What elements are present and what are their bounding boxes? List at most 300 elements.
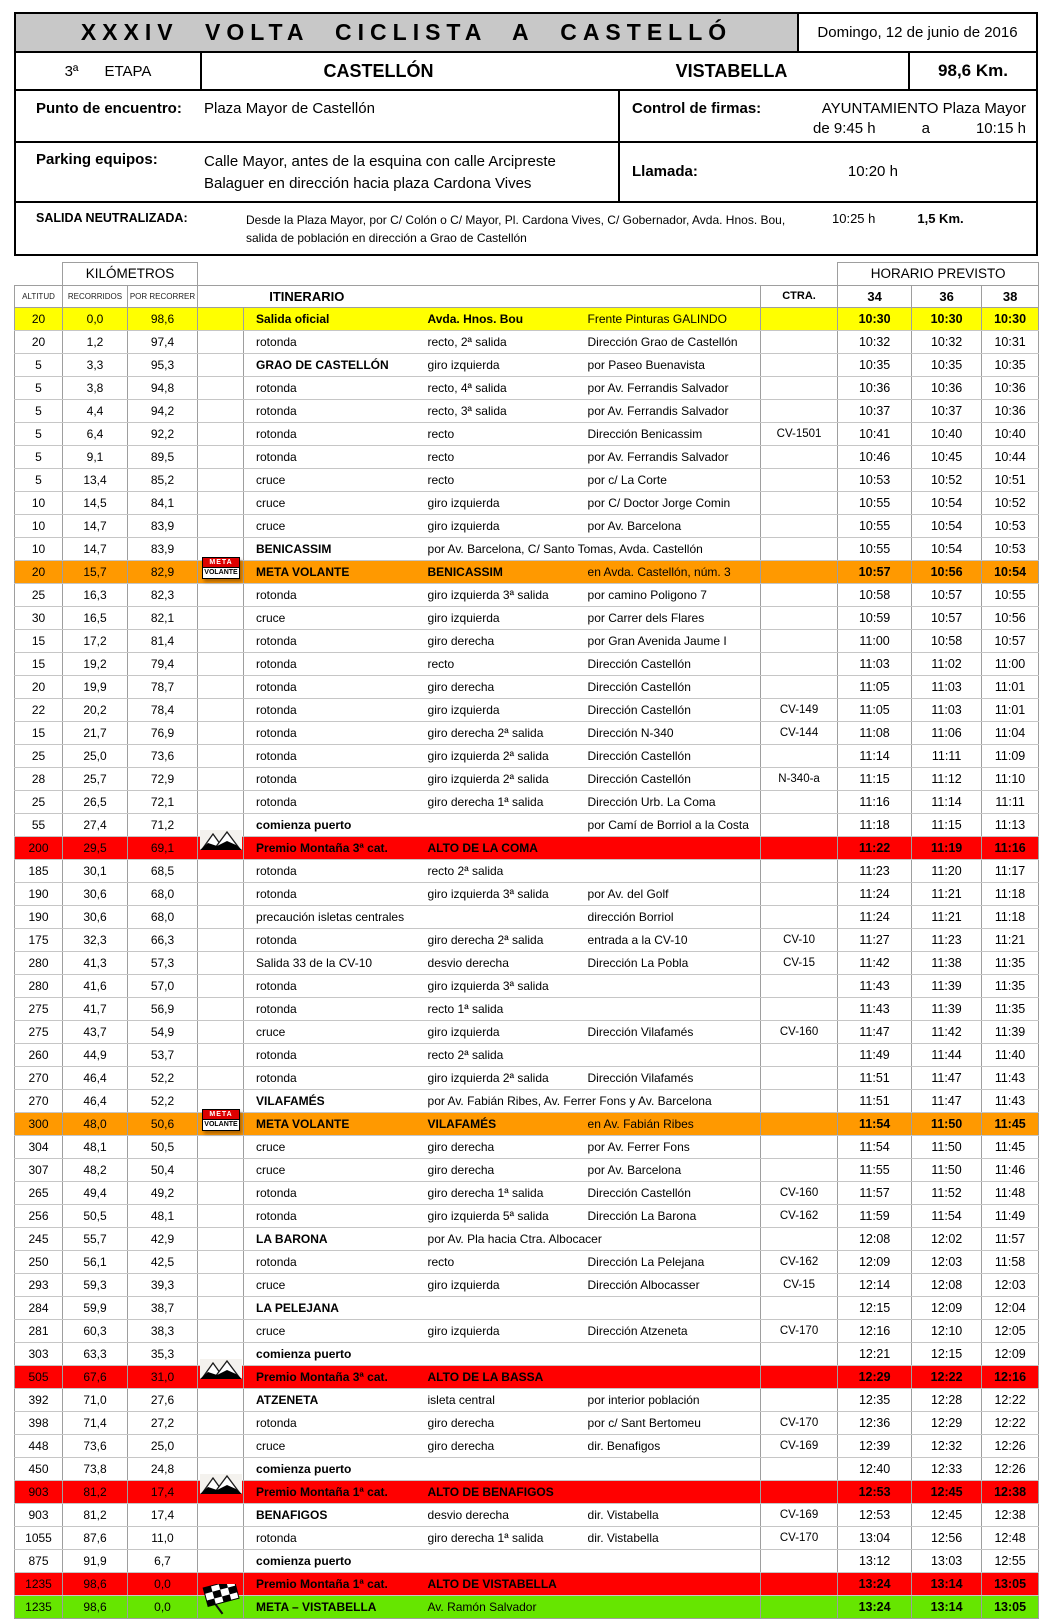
time-36kmh-cell: 10:54 bbox=[912, 491, 982, 514]
table-row bbox=[15, 1365, 1039, 1388]
road-number-cell bbox=[761, 652, 838, 675]
table-row bbox=[15, 376, 1039, 399]
altitude-cell: 10 bbox=[15, 491, 63, 514]
road-number-cell: CV-170 bbox=[761, 1319, 838, 1342]
table-row bbox=[15, 1135, 1039, 1158]
altitude-cell: 293 bbox=[15, 1273, 63, 1296]
km-remaining-cell: 69,1 bbox=[128, 836, 198, 859]
altitude-cell: 398 bbox=[15, 1411, 63, 1434]
time-36kmh-cell: 11:23 bbox=[912, 928, 982, 951]
itinerary-detail-cell: en Av. Fabián Ribes bbox=[576, 1112, 761, 1135]
time-36kmh-cell: 10:57 bbox=[912, 606, 982, 629]
road-number-cell bbox=[761, 675, 838, 698]
icon-cell bbox=[198, 1480, 244, 1503]
itinerary-point-cell: comienza puerto bbox=[244, 813, 416, 836]
itinerary-action-cell: desvio derecha bbox=[416, 951, 576, 974]
km-covered-cell: 25,0 bbox=[63, 744, 128, 767]
time-36kmh-cell: 11:20 bbox=[912, 859, 982, 882]
meta-volante-icon-bottom-label: VOLANTE bbox=[204, 1120, 238, 1128]
road-number-cell: CV-144 bbox=[761, 721, 838, 744]
stage-row bbox=[16, 53, 1036, 91]
altitude-cell: 1235 bbox=[15, 1595, 63, 1618]
itinerary-action-cell: recto bbox=[416, 422, 576, 445]
itinerary-detail-cell: Dirección Castellón bbox=[576, 652, 761, 675]
km-covered-cell: 20,2 bbox=[63, 698, 128, 721]
time-36kmh-cell: 12:56 bbox=[912, 1526, 982, 1549]
icon-cell bbox=[198, 1158, 244, 1181]
neutral-start-description: Desde la Plaza Mayor, por C/ Colón o C/ Mayor, Pl. Cardona Vives, C/ Gobernador, Avda. Hnos. Bou, salida de población en dirección a Grao de Castellón bbox=[246, 212, 786, 245]
altitude-cell: 448 bbox=[15, 1434, 63, 1457]
km-covered-cell: 14,7 bbox=[63, 514, 128, 537]
time-38kmh-cell: 11:16 bbox=[982, 836, 1039, 859]
time-38kmh-cell: 11:35 bbox=[982, 974, 1039, 997]
km-remaining-cell: 78,7 bbox=[128, 675, 198, 698]
stage-date: Domingo, 12 de junio de 2016 bbox=[797, 14, 1036, 51]
itinerary-action-cell: giro derecha 2ª salida bbox=[416, 928, 576, 951]
table-row bbox=[15, 1043, 1039, 1066]
km-covered-cell: 46,4 bbox=[63, 1066, 128, 1089]
km-covered-cell: 60,3 bbox=[63, 1319, 128, 1342]
km-remaining-cell: 27,2 bbox=[128, 1411, 198, 1434]
itinerary-detail-cell bbox=[576, 1365, 761, 1388]
itinerary-action-cell bbox=[416, 905, 576, 928]
itinerary-point-cell: Salida oficial bbox=[244, 307, 416, 330]
itinerary-action-cell: ALTO DE BENAFIGOS bbox=[416, 1480, 576, 1503]
itinerary-action-cell: giro izquierda bbox=[416, 698, 576, 721]
mountain-icon bbox=[199, 828, 245, 855]
itinerary-action-cell bbox=[416, 1549, 576, 1572]
icon-cell bbox=[198, 859, 244, 882]
itinerary-action-cell: recto bbox=[416, 652, 576, 675]
icon-cell bbox=[198, 1043, 244, 1066]
km-covered-cell: 73,8 bbox=[63, 1457, 128, 1480]
column-header-ctra: CTRA. bbox=[761, 285, 838, 307]
km-covered-cell: 14,5 bbox=[63, 491, 128, 514]
itinerary-detail-cell: Dirección La Pobla bbox=[576, 951, 761, 974]
itinerary-detail-cell bbox=[576, 1342, 761, 1365]
time-38kmh-cell: 11:48 bbox=[982, 1181, 1039, 1204]
time-34kmh-cell: 11:24 bbox=[838, 905, 912, 928]
itinerary-point-cell: cruce bbox=[244, 1273, 416, 1296]
itinerary-action-cell: giro izquierda bbox=[416, 1273, 576, 1296]
altitude-cell: 190 bbox=[15, 905, 63, 928]
time-34kmh-cell: 12:53 bbox=[838, 1503, 912, 1526]
time-38kmh-cell: 10:53 bbox=[982, 514, 1039, 537]
itinerary-detail-cell: dirección Borriol bbox=[576, 905, 761, 928]
itinerary-action-cell bbox=[416, 813, 576, 836]
altitude-cell: 22 bbox=[15, 698, 63, 721]
km-remaining-cell: 81,4 bbox=[128, 629, 198, 652]
itinerary-detail-cell: por Gran Avenida Jaume I bbox=[576, 629, 761, 652]
parking-label: Parking equipos: bbox=[36, 151, 158, 168]
itinerary-point-cell: rotonda bbox=[244, 399, 416, 422]
time-34kmh-cell: 11:27 bbox=[838, 928, 912, 951]
itinerary-action-cell: Av. Ramón Salvador bbox=[416, 1595, 576, 1618]
road-number-cell bbox=[761, 1549, 838, 1572]
itinerary-detail-cell: Frente Pinturas GALINDO bbox=[576, 307, 761, 330]
itinerary-action-cell: ALTO DE VISTABELLA bbox=[416, 1572, 576, 1595]
itinerary-action-cell: giro izquierda 3ª salida bbox=[416, 583, 576, 606]
neutral-start-row bbox=[16, 203, 1036, 254]
time-38kmh-cell: 11:09 bbox=[982, 744, 1039, 767]
km-remaining-cell: 94,8 bbox=[128, 376, 198, 399]
time-34kmh-cell: 10:32 bbox=[838, 330, 912, 353]
km-covered-cell: 3,8 bbox=[63, 376, 128, 399]
table-row bbox=[15, 1342, 1039, 1365]
itinerary-action-cell: giro izquierda bbox=[416, 353, 576, 376]
time-38kmh-cell: 10:56 bbox=[982, 606, 1039, 629]
time-36kmh-cell: 10:58 bbox=[912, 629, 982, 652]
time-36kmh-cell: 12:28 bbox=[912, 1388, 982, 1411]
road-number-cell: CV-162 bbox=[761, 1250, 838, 1273]
road-number-cell bbox=[761, 445, 838, 468]
time-34kmh-cell: 11:51 bbox=[838, 1066, 912, 1089]
road-number-cell: CV-15 bbox=[761, 1273, 838, 1296]
itinerary-point-cell: rotonda bbox=[244, 1043, 416, 1066]
stage-distance: 98,6 Km. bbox=[908, 53, 1036, 89]
table-row bbox=[15, 698, 1039, 721]
itinerary-point-cell: cruce bbox=[244, 491, 416, 514]
itinerary-point-cell: Premio Montaña 1ª cat. bbox=[244, 1480, 416, 1503]
time-36kmh-cell: 10:40 bbox=[912, 422, 982, 445]
time-38kmh-cell: 10:55 bbox=[982, 583, 1039, 606]
km-covered-cell: 98,6 bbox=[63, 1595, 128, 1618]
time-34kmh-cell: 13:24 bbox=[838, 1595, 912, 1618]
itinerary-action-cell: giro izquierda 2ª salida bbox=[416, 1066, 576, 1089]
road-number-cell bbox=[761, 583, 838, 606]
time-36kmh-cell: 12:29 bbox=[912, 1411, 982, 1434]
road-number-cell bbox=[761, 1135, 838, 1158]
time-34kmh-cell: 11:00 bbox=[838, 629, 912, 652]
time-38kmh-cell: 11:11 bbox=[982, 790, 1039, 813]
table-row bbox=[15, 721, 1039, 744]
itinerary-point-cell: rotonda bbox=[244, 974, 416, 997]
itinerary-point-cell: Salida 33 de la CV-10 bbox=[244, 951, 416, 974]
icon-cell bbox=[198, 928, 244, 951]
icon-cell bbox=[198, 1227, 244, 1250]
time-38kmh-cell: 11:04 bbox=[982, 721, 1039, 744]
time-34kmh-cell: 12:15 bbox=[838, 1296, 912, 1319]
time-34kmh-cell: 13:04 bbox=[838, 1526, 912, 1549]
table-row bbox=[15, 1572, 1039, 1595]
itinerary-point-cell: rotonda bbox=[244, 1250, 416, 1273]
column-header-pace-34: 34 bbox=[838, 285, 912, 307]
itinerary-detail-cell: por Paseo Buenavista bbox=[576, 353, 761, 376]
time-34kmh-cell: 11:55 bbox=[838, 1158, 912, 1181]
icon-cell bbox=[198, 1411, 244, 1434]
itinerary-point-cell: rotonda bbox=[244, 675, 416, 698]
time-34kmh-cell: 12:16 bbox=[838, 1319, 912, 1342]
time-38kmh-cell: 12:22 bbox=[982, 1388, 1039, 1411]
time-36kmh-cell: 12:08 bbox=[912, 1273, 982, 1296]
itinerary-table bbox=[14, 262, 1039, 1619]
time-36kmh-cell: 10:37 bbox=[912, 399, 982, 422]
itinerary-point-cell: rotonda bbox=[244, 859, 416, 882]
altitude-cell: 1235 bbox=[15, 1572, 63, 1595]
road-number-cell bbox=[761, 1572, 838, 1595]
km-covered-cell: 17,2 bbox=[63, 629, 128, 652]
road-number-cell bbox=[761, 790, 838, 813]
table-row bbox=[15, 1549, 1039, 1572]
itinerary-action-cell: giro izquierda bbox=[416, 1020, 576, 1043]
altitude-cell: 200 bbox=[15, 836, 63, 859]
road-number-cell bbox=[761, 307, 838, 330]
time-36kmh-cell: 12:03 bbox=[912, 1250, 982, 1273]
time-36kmh-cell: 11:44 bbox=[912, 1043, 982, 1066]
road-number-cell bbox=[761, 376, 838, 399]
km-remaining-cell: 68,0 bbox=[128, 882, 198, 905]
altitude-cell: 20 bbox=[15, 675, 63, 698]
column-header-recorridos: RECORRIDOS bbox=[63, 285, 128, 307]
road-number-cell bbox=[761, 1112, 838, 1135]
itinerary-point-cell: cruce bbox=[244, 606, 416, 629]
time-34kmh-cell: 12:14 bbox=[838, 1273, 912, 1296]
km-covered-cell: 16,5 bbox=[63, 606, 128, 629]
road-number-cell: CV-15 bbox=[761, 951, 838, 974]
time-34kmh-cell: 12:35 bbox=[838, 1388, 912, 1411]
itinerary-point-cell: cruce bbox=[244, 1020, 416, 1043]
km-remaining-cell: 39,3 bbox=[128, 1273, 198, 1296]
table-row bbox=[15, 1250, 1039, 1273]
itinerary-point-cell: rotonda bbox=[244, 744, 416, 767]
route-cell bbox=[202, 53, 908, 89]
km-covered-cell: 1,2 bbox=[63, 330, 128, 353]
call-time: 10:20 h bbox=[847, 163, 898, 181]
table-row bbox=[15, 1480, 1039, 1503]
time-34kmh-cell: 11:14 bbox=[838, 744, 912, 767]
itinerary-detail-cell bbox=[576, 1572, 761, 1595]
time-34kmh-cell: 11:42 bbox=[838, 951, 912, 974]
itinerary-detail-cell: dir. Benafigos bbox=[576, 1434, 761, 1457]
table-row bbox=[15, 353, 1039, 376]
column-header-por-recorrer: POR RECORRER bbox=[128, 285, 198, 307]
road-number-cell bbox=[761, 1480, 838, 1503]
time-38kmh-cell: 12:55 bbox=[982, 1549, 1039, 1572]
time-36kmh-cell: 11:38 bbox=[912, 951, 982, 974]
race-title: XXXIV VOLTA CICLISTA A CASTELLÓ bbox=[16, 14, 797, 51]
itinerary-action-cell bbox=[416, 1342, 576, 1365]
itinerary-detail-cell bbox=[576, 1549, 761, 1572]
km-covered-cell: 63,3 bbox=[63, 1342, 128, 1365]
itinerary-action-cell: giro izquierda bbox=[416, 606, 576, 629]
itinerary-point-cell: rotonda bbox=[244, 790, 416, 813]
road-number-cell bbox=[761, 468, 838, 491]
table-row bbox=[15, 422, 1039, 445]
table-row bbox=[15, 1066, 1039, 1089]
icon-cell bbox=[198, 560, 244, 583]
km-covered-cell: 14,7 bbox=[63, 537, 128, 560]
itinerary-action-cell: recto 2ª salida bbox=[416, 859, 576, 882]
table-row bbox=[15, 652, 1039, 675]
time-38kmh-cell: 11:49 bbox=[982, 1204, 1039, 1227]
table-column-header-row bbox=[15, 285, 1039, 307]
sign-control-label: Control de firmas: bbox=[632, 100, 762, 117]
itinerary-detail-cell bbox=[576, 997, 761, 1020]
icon-cell bbox=[198, 905, 244, 928]
time-36kmh-cell: 11:50 bbox=[912, 1112, 982, 1135]
time-36kmh-cell: 12:33 bbox=[912, 1457, 982, 1480]
icon-cell bbox=[198, 1112, 244, 1135]
time-34kmh-cell: 12:40 bbox=[838, 1457, 912, 1480]
km-covered-cell: 30,1 bbox=[63, 859, 128, 882]
meta-volante-icon bbox=[202, 1109, 240, 1131]
km-remaining-cell: 83,9 bbox=[128, 537, 198, 560]
icon-cell bbox=[198, 1181, 244, 1204]
itinerary-point-cell: rotonda bbox=[244, 1204, 416, 1227]
mountain-icon bbox=[199, 1472, 245, 1499]
time-36kmh-cell: 11:50 bbox=[912, 1158, 982, 1181]
table-row bbox=[15, 928, 1039, 951]
sign-control-value: AYUNTAMIENTO Plaza Mayor bbox=[821, 100, 1026, 117]
table-row bbox=[15, 744, 1039, 767]
road-number-cell bbox=[761, 514, 838, 537]
itinerary-detail-cell bbox=[576, 1595, 761, 1618]
itinerary-action-cell: isleta central bbox=[416, 1388, 576, 1411]
parking-row bbox=[16, 143, 1036, 203]
itinerary-action-cell: giro derecha bbox=[416, 629, 576, 652]
km-covered-cell: 16,3 bbox=[63, 583, 128, 606]
altitude-cell: 25 bbox=[15, 790, 63, 813]
km-remaining-cell: 72,9 bbox=[128, 767, 198, 790]
icon-cell bbox=[198, 767, 244, 790]
time-38kmh-cell: 10:36 bbox=[982, 399, 1039, 422]
time-34kmh-cell: 11:57 bbox=[838, 1181, 912, 1204]
km-covered-cell: 59,9 bbox=[63, 1296, 128, 1319]
time-36kmh-cell: 12:45 bbox=[912, 1480, 982, 1503]
time-38kmh-cell: 10:44 bbox=[982, 445, 1039, 468]
itinerary-action-cell: giro derecha bbox=[416, 1434, 576, 1457]
km-covered-cell: 48,1 bbox=[63, 1135, 128, 1158]
road-number-cell bbox=[761, 1066, 838, 1089]
table-row bbox=[15, 1273, 1039, 1296]
km-remaining-cell: 11,0 bbox=[128, 1526, 198, 1549]
neutral-start-time: 10:25 h bbox=[832, 210, 876, 226]
itinerary-point-cell: rotonda bbox=[244, 767, 416, 790]
km-covered-cell: 81,2 bbox=[63, 1480, 128, 1503]
stage-header bbox=[14, 12, 1038, 256]
icon-cell bbox=[198, 445, 244, 468]
kilometros-header: KILÓMETROS bbox=[63, 262, 198, 285]
itinerary-detail-cell: por Carrer dels Flares bbox=[576, 606, 761, 629]
altitude-cell: 275 bbox=[15, 997, 63, 1020]
time-36kmh-cell: 10:45 bbox=[912, 445, 982, 468]
icon-cell bbox=[198, 1296, 244, 1319]
time-38kmh-cell: 13:05 bbox=[982, 1572, 1039, 1595]
km-remaining-cell: 25,0 bbox=[128, 1434, 198, 1457]
itinerary-point-cell: rotonda bbox=[244, 928, 416, 951]
altitude-cell: 190 bbox=[15, 882, 63, 905]
time-38kmh-cell: 11:13 bbox=[982, 813, 1039, 836]
itinerary-action-cell: recto, 2ª salida bbox=[416, 330, 576, 353]
icon-cell bbox=[198, 1250, 244, 1273]
icon-cell bbox=[198, 997, 244, 1020]
altitude-cell: 250 bbox=[15, 1250, 63, 1273]
altitude-cell: 304 bbox=[15, 1135, 63, 1158]
icon-cell bbox=[198, 744, 244, 767]
icon-cell bbox=[198, 583, 244, 606]
stage-number: 3ª bbox=[64, 62, 79, 80]
icon-cell bbox=[198, 376, 244, 399]
itinerary-action-cell: giro izquierda 2ª salida bbox=[416, 767, 576, 790]
altitude-cell: 175 bbox=[15, 928, 63, 951]
road-number-cell: CV-149 bbox=[761, 698, 838, 721]
km-remaining-cell: 94,2 bbox=[128, 399, 198, 422]
mountain-icon bbox=[199, 1357, 245, 1384]
km-covered-cell: 0,0 bbox=[63, 307, 128, 330]
km-covered-cell: 41,6 bbox=[63, 974, 128, 997]
time-38kmh-cell: 11:01 bbox=[982, 675, 1039, 698]
table-row bbox=[15, 1158, 1039, 1181]
icon-cell bbox=[198, 1020, 244, 1043]
parking-value: Calle Mayor, antes de la esquina con calle Arcipreste Balaguer en dirección hacia plaza Cardona Vives bbox=[204, 153, 556, 192]
itinerary-point-cell: rotonda bbox=[244, 445, 416, 468]
time-34kmh-cell: 11:49 bbox=[838, 1043, 912, 1066]
time-36kmh-cell: 10:54 bbox=[912, 537, 982, 560]
km-remaining-cell: 27,6 bbox=[128, 1388, 198, 1411]
table-row bbox=[15, 537, 1039, 560]
time-38kmh-cell: 11:00 bbox=[982, 652, 1039, 675]
time-36kmh-cell: 11:47 bbox=[912, 1089, 982, 1112]
altitude-cell: 15 bbox=[15, 721, 63, 744]
road-number-cell: CV-170 bbox=[761, 1526, 838, 1549]
road-number-cell bbox=[761, 813, 838, 836]
table-row bbox=[15, 974, 1039, 997]
time-38kmh-cell: 11:58 bbox=[982, 1250, 1039, 1273]
km-covered-cell: 98,6 bbox=[63, 1572, 128, 1595]
time-38kmh-cell: 11:01 bbox=[982, 698, 1039, 721]
altitude-cell: 245 bbox=[15, 1227, 63, 1250]
km-remaining-cell: 50,4 bbox=[128, 1158, 198, 1181]
table-row bbox=[15, 882, 1039, 905]
km-covered-cell: 21,7 bbox=[63, 721, 128, 744]
table-row bbox=[15, 1296, 1039, 1319]
km-remaining-cell: 57,0 bbox=[128, 974, 198, 997]
road-number-cell bbox=[761, 1365, 838, 1388]
table-row bbox=[15, 307, 1039, 330]
altitude-cell: 281 bbox=[15, 1319, 63, 1342]
icon-cell bbox=[198, 1365, 244, 1388]
km-remaining-cell: 48,1 bbox=[128, 1204, 198, 1227]
itinerary-detail-cell: en Avda. Castellón, núm. 3 bbox=[576, 560, 761, 583]
itinerary-detail-cell: Dirección Albocasser bbox=[576, 1273, 761, 1296]
itinerary-action-cell: VILAFAMÉS bbox=[416, 1112, 576, 1135]
neutral-start-label: SALIDA NEUTRALIZADA: bbox=[36, 210, 188, 225]
meta-volante-icon-top-label: META bbox=[203, 558, 239, 568]
time-34kmh-cell: 12:09 bbox=[838, 1250, 912, 1273]
icon-cell bbox=[198, 491, 244, 514]
itinerary-detail-cell: por c/ Sant Bertomeu bbox=[576, 1411, 761, 1434]
road-number-cell bbox=[761, 537, 838, 560]
altitude-cell: 450 bbox=[15, 1457, 63, 1480]
altitude-cell: 20 bbox=[15, 560, 63, 583]
itinerary-detail-cell: por C/ Doctor Jorge Comin bbox=[576, 491, 761, 514]
icon-cell bbox=[198, 974, 244, 997]
itinerary-detail-cell: Dirección Vilafamés bbox=[576, 1020, 761, 1043]
time-36kmh-cell: 11:12 bbox=[912, 767, 982, 790]
itinerary-detail-cell: Dirección Atzeneta bbox=[576, 1319, 761, 1342]
time-34kmh-cell: 11:05 bbox=[838, 698, 912, 721]
km-covered-cell: 67,6 bbox=[63, 1365, 128, 1388]
sign-control-times bbox=[632, 120, 1026, 137]
icon-cell bbox=[198, 836, 244, 859]
itinerary-action-cell: giro derecha 1ª salida bbox=[416, 1526, 576, 1549]
itinerary-action-cell: ALTO DE LA BASSA bbox=[416, 1365, 576, 1388]
table-row bbox=[15, 399, 1039, 422]
km-covered-cell: 81,2 bbox=[63, 1503, 128, 1526]
km-remaining-cell: 71,2 bbox=[128, 813, 198, 836]
road-number-cell bbox=[761, 353, 838, 376]
altitude-cell: 15 bbox=[15, 652, 63, 675]
